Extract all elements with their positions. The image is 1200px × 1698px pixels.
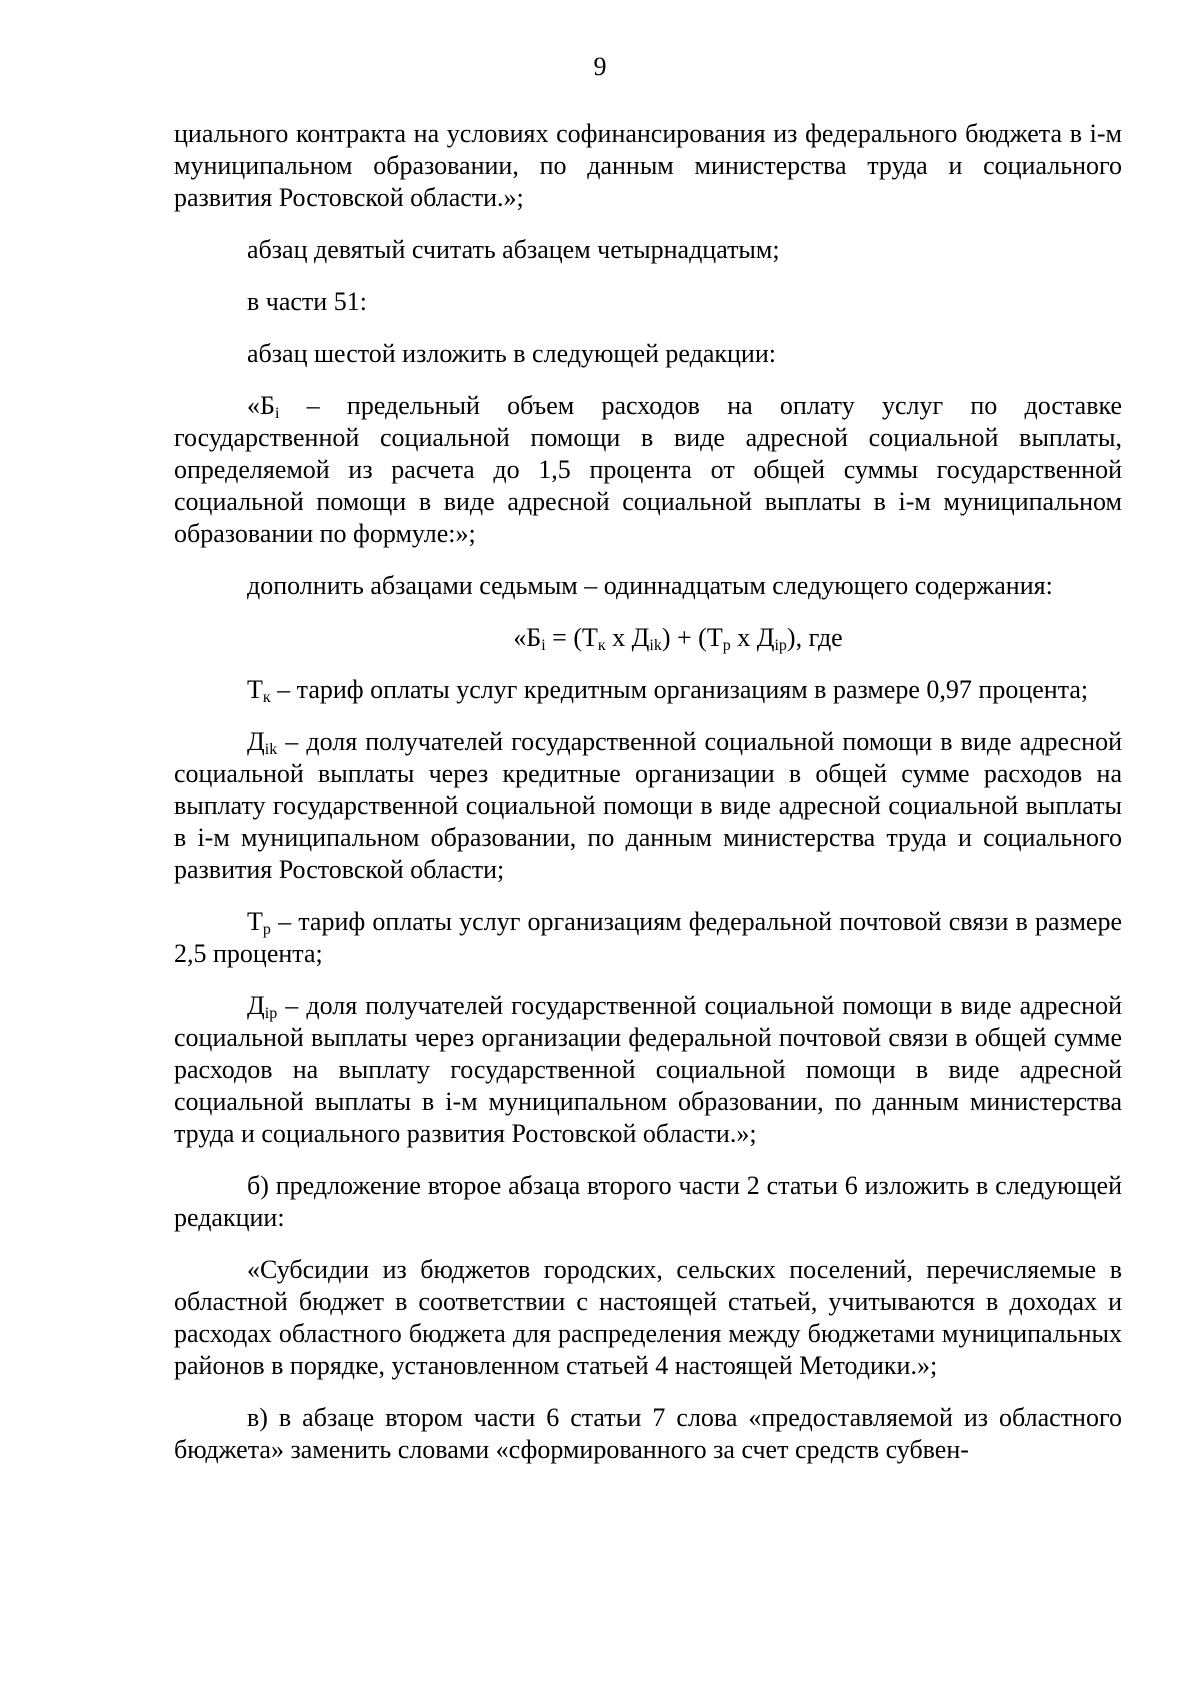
document-body xyxy=(174,118,1122,1486)
paragraph-item-v: в) в абзаце втором части 6 статьи 7 слова «предоставляемой из областного бюджета» заменить словами «сформированного за счет средств субвен- xyxy=(174,1403,1122,1464)
paragraph-subsidii: «Субсидии из бюджетов городских, сельских поселений, перечисляемые в областной бюджет в соответствии с настоящей статьей, учитываются в доходах и расходах областного бюджета для распределения между бюджетами муниципальных районов в порядке, установленном статьей 4 настоящей Методики.»; xyxy=(174,1255,1122,1380)
symbol-b: «Б xyxy=(247,391,275,420)
paragraph-definition-tk xyxy=(174,674,1122,706)
formula-part: «Б xyxy=(513,623,542,652)
subscript-ip: ip xyxy=(264,1005,278,1022)
formula-part: х Д xyxy=(730,623,775,652)
formula-sub: ip xyxy=(774,637,787,654)
formula-sub: р xyxy=(722,637,731,654)
paragraph-continuation: циального контракта на условиях софинансирования из федерального бюджета в i-м муниципальном образовании, по данным министерства труда и социального развития Ростовской области.»; xyxy=(174,119,1122,212)
symbol-t: Т xyxy=(247,907,263,936)
definition-text: – доля получателей государственной социальной помощи в виде адресной социальной выплаты через кредитные организации в общей сумме расходов на выплату государственной социальной помощи в виде адресной социальной выплаты в i-м муниципальном образовании, по данным министерства труда и социального развития Ростовской области; xyxy=(174,727,1122,884)
paragraph-definition-dip xyxy=(174,990,1122,1150)
formula-part: ) + (Т xyxy=(661,623,723,652)
paragraph-definition-tr xyxy=(174,906,1122,970)
subscript-k: к xyxy=(262,689,271,706)
formula-sub: i xyxy=(541,637,546,654)
formula-part: ), где xyxy=(786,623,843,652)
symbol-t: Т xyxy=(247,675,263,704)
formula xyxy=(174,622,1122,654)
formula-sub: к xyxy=(597,637,606,654)
subscript-i: i xyxy=(274,405,280,422)
page-number: 9 xyxy=(593,52,607,81)
formula-part: = (Т xyxy=(545,623,598,652)
paragraph-chast-51: в части 51: xyxy=(247,287,367,316)
definition-text: – тариф оплаты услуг организациям федеральной почтовой связи в размере 2,5 процента; xyxy=(174,907,1122,968)
subscript-ik: ik xyxy=(264,741,278,758)
paragraph-definition-dik xyxy=(174,726,1122,886)
definition-text: – предельный объем расходов на оплату услуг по доставке государственной социальной помощи в виде адресной социальной выплаты, определяемой из расчета до 1,5 процента от общей суммы государственной социальной помощи в виде адресной социальной выплаты в i-м муниципальном образовании по формуле:»; xyxy=(174,391,1122,548)
paragraph-definition-bi xyxy=(174,390,1122,550)
definition-text: – тариф оплаты услуг кредитным организациям в размере 0,97 процента; xyxy=(270,675,1089,704)
formula-part: х Д xyxy=(605,623,650,652)
paragraph-item-b: б) предложение второе абзаца второго части 2 статьи 6 изложить в следующей редакции: xyxy=(174,1171,1122,1232)
formula-sub: ik xyxy=(649,637,662,654)
definition-text: – доля получателей государственной социальной помощи в виде адресной социальной выплаты через организации федеральной почтовой связи в общей сумме расходов на выплату государственной социальной помощи в виде адресной социальной выплаты в i-м муниципальном образовании, по данным министерства труда и социального развития Ростовской области.»; xyxy=(174,991,1122,1148)
subscript-r: р xyxy=(262,921,271,938)
paragraph-abzac-devyatyi: абзац девятый считать абзацем четырнадцатым; xyxy=(247,235,780,264)
symbol-d: Д xyxy=(247,991,265,1020)
paragraph-abzac-shestoi: абзац шестой изложить в следующей редакции: xyxy=(247,339,776,368)
paragraph-dopolnit: дополнить абзацами седьмым – одиннадцатым следующего содержания: xyxy=(247,571,1053,600)
symbol-d: Д xyxy=(247,727,265,756)
